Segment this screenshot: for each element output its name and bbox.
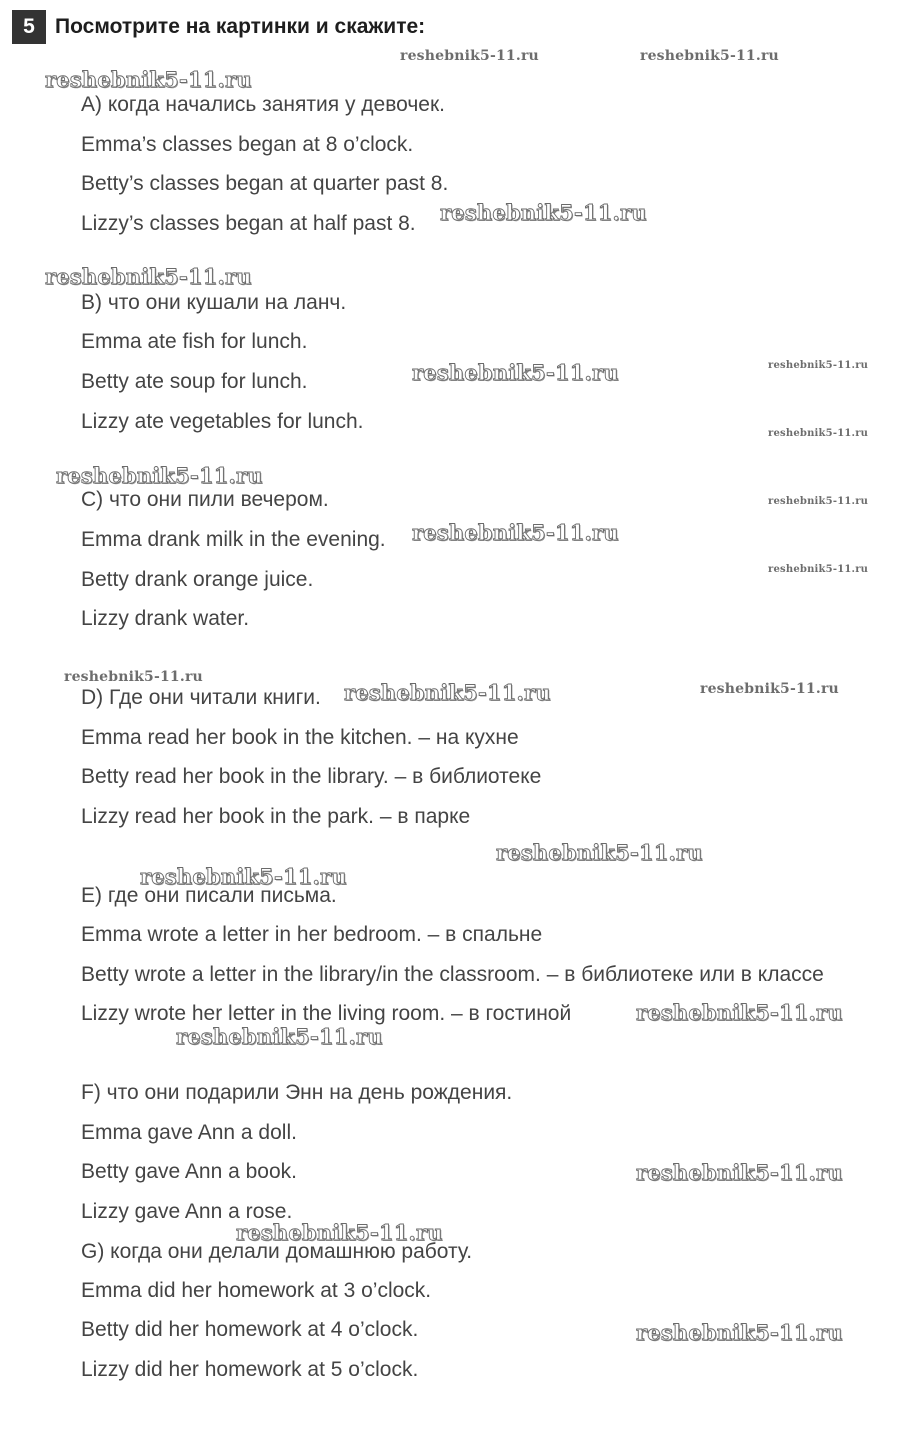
- question-f: F) что они подарили Энн на день рождения.: [81, 1081, 513, 1104]
- task-number-badge: 5: [12, 10, 46, 44]
- watermark: reshebnik5-11.ru: [140, 864, 347, 889]
- watermark: reshebnik5-11.ru: [412, 520, 619, 545]
- question-d: D) Где они читали книги.: [81, 686, 321, 709]
- answer-a-lizzy: Lizzy’s classes began at half past 8.: [81, 212, 416, 235]
- task-title: Посмотрите на картинки и скажите:: [55, 15, 426, 38]
- watermark: reshebnik5-11.ru: [236, 1220, 443, 1245]
- question-c: C) что они пили вечером.: [81, 488, 329, 511]
- watermark: reshebnik5-11.ru: [636, 1000, 843, 1025]
- watermark: reshebnik5-11.ru: [344, 680, 551, 705]
- answer-a-betty: Betty’s classes began at quarter past 8.: [81, 172, 449, 195]
- answer-f-lizzy: Lizzy gave Ann a rose.: [81, 1200, 293, 1223]
- answer-b-betty: Betty ate soup for lunch.: [81, 370, 308, 393]
- answer-a-emma: Emma’s classes began at 8 o’clock.: [81, 133, 414, 156]
- watermark: reshebnik5-11.ru: [412, 360, 619, 385]
- answer-b-emma: Emma ate fish for lunch.: [81, 330, 308, 353]
- answer-c-betty: Betty drank orange juice.: [81, 568, 314, 591]
- answer-e-emma: Emma wrote a letter in her bedroom. – в спальне: [81, 923, 543, 946]
- watermark: reshebnik5-11.ru: [45, 67, 252, 92]
- answer-e-lizzy: Lizzy wrote her letter in the living room. – в гостиной: [81, 1002, 572, 1025]
- question-b: B) что они кушали на ланч.: [81, 291, 347, 314]
- watermark: reshebnik5-11.ru: [64, 669, 203, 685]
- watermark: reshebnik5-11.ru: [700, 681, 839, 697]
- watermark: reshebnik5-11.ru: [45, 264, 252, 289]
- answer-b-lizzy: Lizzy ate vegetables for lunch.: [81, 410, 364, 433]
- watermark: reshebnik5-11.ru: [768, 564, 869, 575]
- watermark: reshebnik5-11.ru: [768, 360, 869, 371]
- question-e: E) где они писали письма.: [81, 884, 337, 907]
- answer-e-betty: Betty wrote a letter in the library/in the classroom. – в библиотеке или в классе: [81, 963, 824, 986]
- answer-d-emma: Emma read her book in the kitchen. – на кухне: [81, 726, 519, 749]
- question-g: G) когда они делали домашнюю работу.: [81, 1240, 473, 1263]
- answer-d-lizzy: Lizzy read her book in the park. – в парке: [81, 805, 471, 828]
- watermark: reshebnik5-11.ru: [176, 1024, 383, 1049]
- watermark: reshebnik5-11.ru: [496, 840, 703, 865]
- answer-f-betty: Betty gave Ann a book.: [81, 1160, 297, 1183]
- answer-c-emma: Emma drank milk in the evening.: [81, 528, 386, 551]
- answer-f-emma: Emma gave Ann a doll.: [81, 1121, 297, 1144]
- watermark: reshebnik5-11.ru: [56, 463, 263, 488]
- watermark: reshebnik5-11.ru: [768, 496, 869, 507]
- watermark: reshebnik5-11.ru: [636, 1160, 843, 1185]
- answer-g-emma: Emma did her homework at 3 o’clock.: [81, 1279, 432, 1302]
- answer-d-betty: Betty read her book in the library. – в библиотеке: [81, 765, 542, 788]
- watermark: reshebnik5-11.ru: [400, 48, 539, 64]
- task-header: [12, 10, 425, 44]
- answer-c-lizzy: Lizzy drank water.: [81, 607, 250, 630]
- watermark: reshebnik5-11.ru: [440, 200, 647, 225]
- watermark: reshebnik5-11.ru: [768, 428, 869, 439]
- answer-g-lizzy: Lizzy did her homework at 5 o’clock.: [81, 1358, 419, 1381]
- watermark: reshebnik5-11.ru: [640, 48, 779, 64]
- question-a: A) когда начались занятия у девочек.: [81, 93, 445, 116]
- answer-g-betty: Betty did her homework at 4 o’clock.: [81, 1318, 419, 1341]
- watermark: reshebnik5-11.ru: [636, 1320, 843, 1345]
